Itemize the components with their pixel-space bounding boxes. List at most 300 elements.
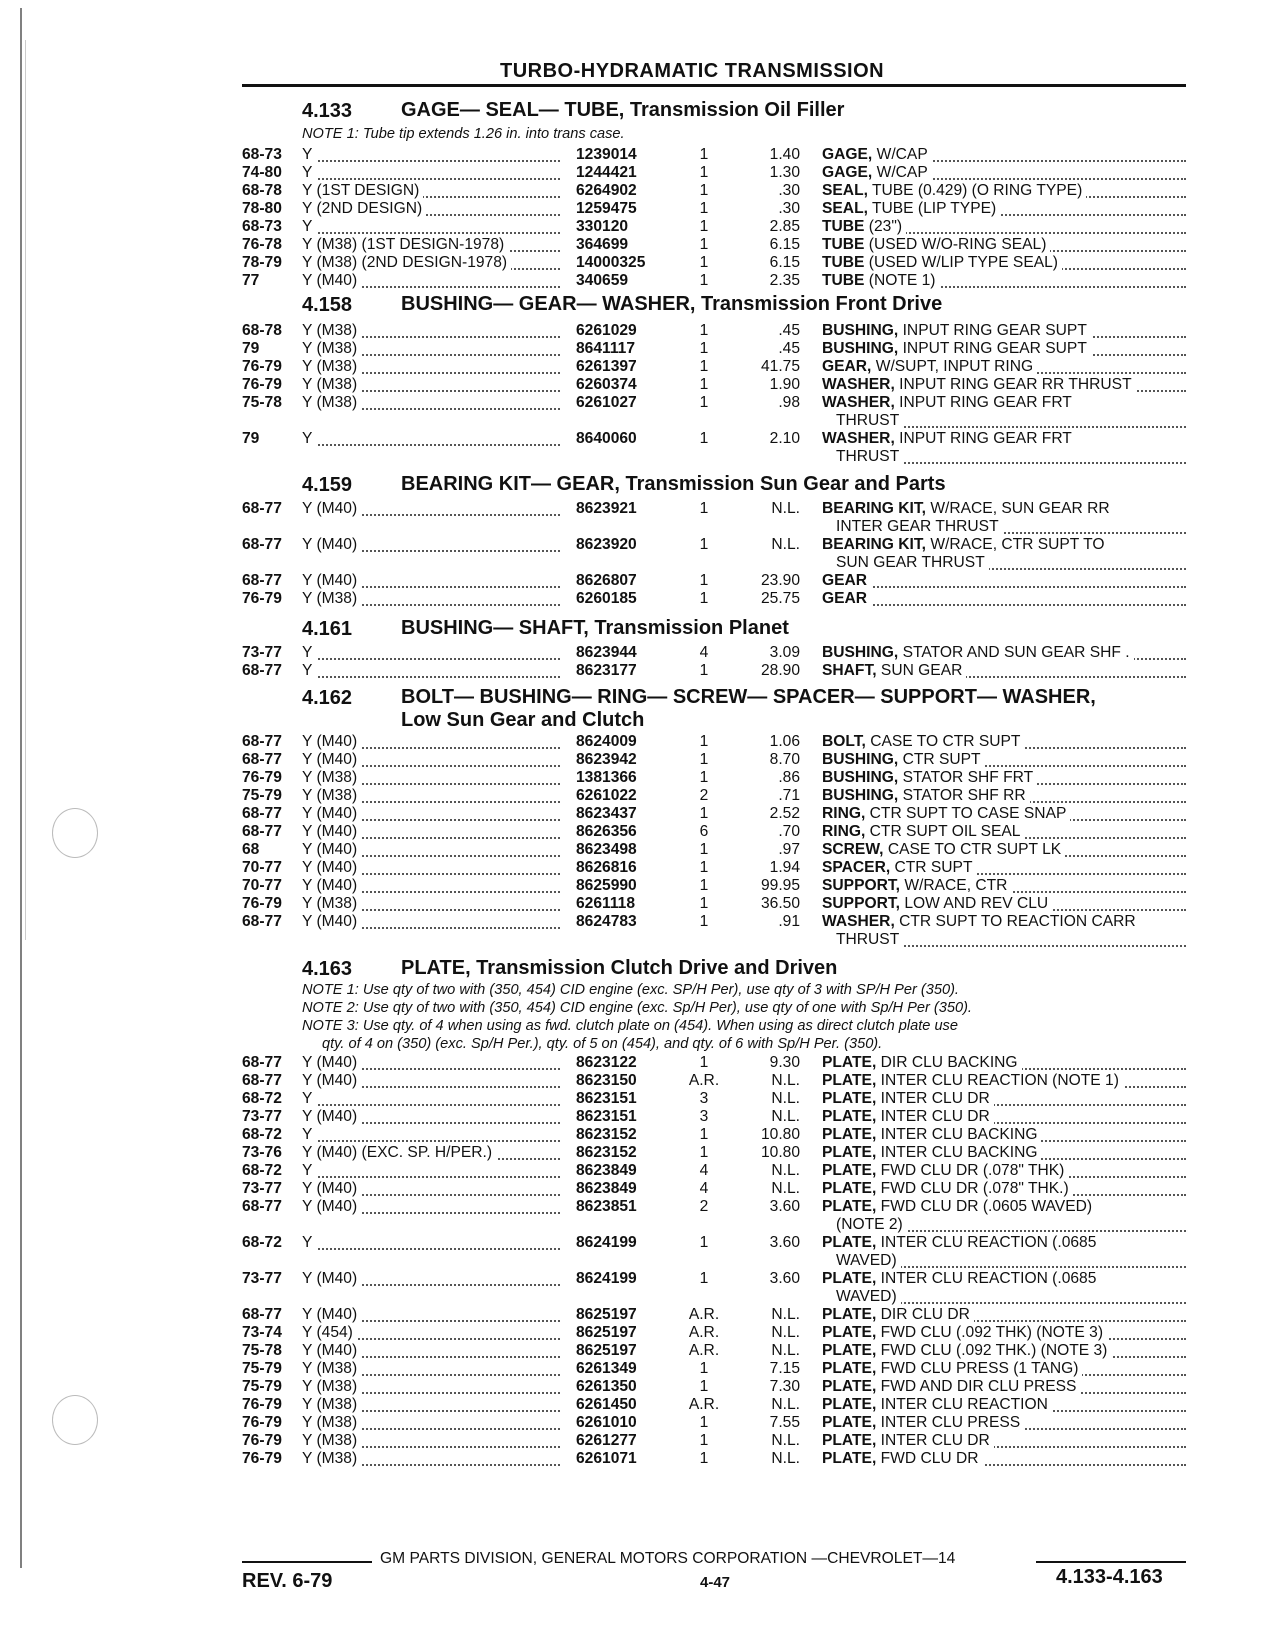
price: .70 [778,823,800,840]
part-description [822,340,1186,358]
price: 23.90 [760,572,800,589]
part-description-continued [836,518,1186,536]
description-text [822,146,932,163]
quantity: 1 [699,733,709,750]
model-years: 76-78 [242,236,282,253]
model-code-text: Y (M40) [302,1342,361,1359]
section-number: 4.161 [302,618,353,640]
part-description [822,272,1186,290]
price: 3.60 [769,1234,800,1251]
quantity: 1 [699,769,709,786]
part-name: WASHER, [822,913,895,930]
model-years: 68-73 [242,218,282,235]
quantity: 6 [699,823,709,840]
price: N.L. [771,1162,800,1179]
description-text [822,322,1091,339]
price: N.L. [771,536,800,553]
model-years: 78-79 [242,254,282,271]
part-name: GEAR [822,590,868,607]
description-text [822,1126,1041,1143]
part-name: GAGE, [822,146,873,163]
part-description [822,164,1186,182]
footer-section-range: 4.133-4.163 [1056,1566,1163,1588]
footer-rule-left [242,1561,372,1563]
model-code [302,1126,316,1144]
part-number: 8624783 [576,913,637,930]
price: 10.80 [760,1126,800,1143]
part-name: PLATE, [822,1378,877,1395]
part-number: 8623150 [576,1072,637,1089]
part-detail: LOW AND REV CLU [904,895,1049,912]
model-code [302,1072,361,1090]
price: 3.60 [769,1270,800,1287]
model-code [302,430,316,448]
quantity: 1 [699,254,709,271]
part-name: TUBE [822,254,865,271]
model-code-text: Y (M40) [302,877,361,894]
part-name: BUSHING, [822,322,899,339]
description-text [822,1432,994,1449]
model-years: 68-77 [242,1198,282,1215]
part-name: SHAFT, [822,662,877,679]
model-code [302,590,361,608]
quantity: A.R. [688,1342,720,1359]
part-number: 6261450 [576,1396,637,1413]
model-years: 78-80 [242,200,282,217]
part-description [822,1054,1186,1072]
price: 7.30 [769,1378,800,1395]
model-code-text: Y (M40) [302,859,361,876]
price: .71 [778,787,800,804]
part-number: 8626807 [576,572,637,589]
model-code [302,146,316,164]
part-detail: CTR SUPT OIL SEAL [869,823,1021,840]
model-years: 68-72 [242,1126,282,1143]
part-name: SEAL, [822,200,868,217]
price: 3.60 [769,1198,800,1215]
description-text [822,358,1037,375]
model-code [302,769,361,787]
part-number: 8623152 [576,1144,637,1161]
model-code [302,572,361,590]
part-detail: TUBE (LIP TYPE) [871,200,997,217]
model-years: 68-77 [242,1054,282,1071]
model-code-text: Y (1ST DESIGN) [302,182,423,199]
model-code-text: Y (454) [302,1324,357,1341]
quantity: 1 [699,182,709,199]
description-text [822,1162,1068,1179]
quantity: A.R. [688,1324,720,1341]
model-years: 68-77 [242,1072,282,1089]
part-number: 1381366 [576,769,637,786]
part-name: BUSHING, [822,644,899,661]
model-code [302,1432,361,1450]
price: 3.09 [769,644,800,661]
page-edge-line [20,8,22,1568]
description-text [822,340,1091,357]
part-description [822,1180,1186,1198]
part-detail: INPUT RING GEAR RR THRUST [899,376,1132,393]
model-years: 76-79 [242,376,282,393]
model-code [302,164,316,182]
model-code [302,322,361,340]
description-text [822,500,1114,517]
description-text [822,805,1070,822]
description-text [822,1144,1041,1161]
model-code [302,787,361,805]
model-code [302,895,361,913]
price: 2.35 [769,272,800,289]
price: N.L. [771,1306,800,1323]
part-number: 6261397 [576,358,637,375]
model-years: 68-77 [242,536,282,553]
description-text [822,272,940,289]
section-title: GAGE— SEAL— TUBE, Transmission Oil Filler [401,99,845,121]
model-code [302,823,361,841]
part-description [822,1450,1186,1468]
model-years: 77 [242,272,260,289]
description-text [822,394,1076,411]
model-years: 76-79 [242,895,282,912]
model-years: 76-79 [242,1396,282,1413]
part-name: PLATE, [822,1144,877,1161]
model-years: 68-73 [242,146,282,163]
part-name: BUSHING, [822,787,899,804]
model-years: 74-80 [242,164,282,181]
model-code [302,358,361,376]
description-text [822,1450,983,1467]
part-number: 8626356 [576,823,637,840]
part-description [822,1108,1186,1126]
part-name: PLATE, [822,1360,877,1377]
dot-leader [302,676,560,678]
part-detail: CTR SUPT TO CASE SNAP [869,805,1067,822]
part-number: 6260185 [576,590,637,607]
part-description [822,200,1186,218]
part-description [822,1090,1186,1108]
part-name: PLATE, [822,1450,877,1467]
part-number: 1244421 [576,164,637,181]
part-description [822,322,1186,340]
price: .97 [778,841,800,858]
part-name: BUSHING, [822,769,899,786]
description-continued-text: INTER GEAR THRUST [836,518,1003,535]
part-name: PLATE, [822,1180,877,1197]
price: 2.52 [769,805,800,822]
quantity: 1 [699,662,709,679]
part-name: TUBE [822,218,865,235]
quantity: 1 [699,572,709,589]
part-name: SPACER, [822,859,891,876]
description-text [822,1198,1096,1215]
part-number: 8640060 [576,430,637,447]
section-title: BOLT— BUSHING— RING— SCREW— SPACER— SUPPORT— WASHER, [401,686,1096,708]
model-code-text: Y (M40) (EXC. SP. H/PER.) [302,1144,496,1161]
model-code-text: Y (M38) [302,1378,361,1395]
part-description [822,1414,1186,1432]
price: .30 [778,200,800,217]
part-description [822,1342,1186,1360]
section-number: 4.163 [302,958,353,980]
part-name: SUPPORT, [822,877,900,894]
quantity: 1 [699,236,709,253]
part-name: SCREW, [822,841,884,858]
model-years: 76-79 [242,1432,282,1449]
model-code-text: Y (M38) [302,895,361,912]
model-code-text: Y (M38) [302,1450,361,1467]
quantity: 1 [699,146,709,163]
part-detail: W/RACE, SUN GEAR RR [930,500,1110,517]
quantity: 1 [699,394,709,411]
part-detail: DIR CLU BACKING [880,1054,1018,1071]
part-detail: FWD CLU DR [880,1450,979,1467]
section-subtitle: Low Sun Gear and Clutch [401,709,645,731]
description-text [822,1360,1082,1377]
part-detail: TUBE (0.429) (O RING TYPE) [871,182,1083,199]
description-text [822,1306,974,1323]
quantity: 1 [699,1414,709,1431]
model-code-text: Y (M38) (1ST DESIGN-1978) [302,236,508,253]
price: 1.94 [769,859,800,876]
part-number: 364699 [576,236,629,253]
model-years: 68-77 [242,572,282,589]
part-detail: SUN GEAR [880,662,963,679]
part-number: 8624009 [576,733,637,750]
model-years: 75-78 [242,394,282,411]
part-name: PLATE, [822,1108,877,1125]
part-description [822,662,1186,680]
part-detail: STATOR SHF FRT [902,769,1034,786]
price: .30 [778,182,800,199]
section-note: NOTE 1: Tube tip extends 1.26 in. into trans case. [302,126,625,142]
part-name: PLATE, [822,1396,877,1413]
part-number: 8623177 [576,662,637,679]
model-code [302,200,426,218]
model-code [302,751,361,769]
price: N.L. [771,1342,800,1359]
part-description [822,751,1186,769]
description-continued-text: THRUST [836,931,903,948]
model-code [302,644,316,662]
description-text [822,200,1000,217]
part-name: PLATE, [822,1342,877,1359]
part-detail: W/RACE, CTR [904,877,1008,894]
model-years: 73-77 [242,1108,282,1125]
description-text [822,1180,1073,1197]
part-description [822,536,1186,554]
price: 8.70 [769,751,800,768]
model-years: 68-72 [242,1162,282,1179]
description-text [822,1378,1080,1395]
description-continued-text: WAVED) [836,1288,901,1305]
part-detail: INTER CLU REACTION [880,1396,1048,1413]
price: 41.75 [760,358,800,375]
quantity: 3 [699,1090,709,1107]
part-name: PLATE, [822,1324,877,1341]
part-name: RING, [822,805,866,822]
description-text [822,536,1108,553]
model-years: 68-78 [242,322,282,339]
description-text [822,1108,994,1125]
model-code [302,805,361,823]
part-detail: FWD CLU DR (.078" THK.) [880,1180,1069,1197]
quantity: 1 [699,751,709,768]
part-detail: W/SUPT, INPUT RING [875,358,1034,375]
price: 1.30 [769,164,800,181]
description-continued-text: (NOTE 2) [836,1216,907,1233]
model-years: 73-76 [242,1144,282,1161]
description-text [822,1342,1111,1359]
part-description [822,500,1186,518]
model-code [302,1144,496,1162]
model-code [302,272,361,290]
dot-leader [302,1176,560,1178]
punch-hole [52,1395,98,1445]
part-detail: INPUT RING GEAR SUPT [902,322,1087,339]
model-years: 68-77 [242,913,282,930]
description-text [822,895,1052,912]
model-years: 76-79 [242,769,282,786]
part-name: PLATE, [822,1198,877,1215]
model-years: 73-77 [242,1180,282,1197]
model-code [302,841,361,859]
quantity: 1 [699,590,709,607]
part-number: 8623437 [576,805,637,822]
part-description [822,1396,1186,1414]
model-code-text: Y (M40) [302,1072,361,1089]
part-name: BUSHING, [822,751,899,768]
model-code-text: Y [302,146,316,163]
quantity: 1 [699,895,709,912]
price: .91 [778,913,800,930]
model-code-text: Y (M40) [302,500,361,517]
description-continued-text: SUN GEAR THRUST [836,554,989,571]
part-description [822,1270,1186,1288]
part-detail: CASE TO CTR SUPT [870,733,1021,750]
model-code [302,1324,357,1342]
part-description [822,644,1186,662]
model-code-text: Y [302,644,316,661]
model-code-text: Y (M40) [302,1198,361,1215]
model-code-text: Y (M40) [302,1270,361,1287]
part-name: GEAR [822,572,868,589]
quantity: 4 [699,1180,709,1197]
page-edge-line-inner [25,40,26,940]
model-code-text: Y (M40) [302,536,361,553]
price: 2.85 [769,218,800,235]
price: 1.40 [769,146,800,163]
part-detail: DIR CLU DR [880,1306,970,1323]
model-years: 76-79 [242,590,282,607]
quantity: 1 [699,1432,709,1449]
part-name: TUBE [822,272,865,289]
model-code-text: Y (M40) [302,272,361,289]
model-code [302,1396,361,1414]
description-text [822,1054,1022,1071]
model-code-text: Y (M40) [302,1054,361,1071]
part-name: RING, [822,823,866,840]
quantity: A.R. [688,1396,720,1413]
part-name: PLATE, [822,1414,877,1431]
part-detail: W/RACE, CTR SUPT TO [930,536,1105,553]
quantity: 4 [699,644,709,661]
part-detail: W/CAP [876,164,928,181]
model-code [302,1306,361,1324]
part-name: PLATE, [822,1090,877,1107]
part-name: PLATE, [822,1162,877,1179]
section-number: 4.133 [302,100,353,122]
part-number: 8623944 [576,644,637,661]
description-text [822,254,1062,271]
part-description [822,841,1186,859]
part-description [822,1324,1186,1342]
model-years: 68-77 [242,500,282,517]
model-code-text: Y (M40) [302,823,361,840]
part-name: PLATE, [822,1126,877,1143]
description-text [822,236,1050,253]
page-header-title: TURBO-HYDRAMATIC TRANSMISSION [500,60,885,82]
part-number: 8623942 [576,751,637,768]
model-code [302,236,508,254]
part-number: 8626816 [576,859,637,876]
quantity: 1 [699,430,709,447]
part-detail: INTER CLU REACTION (.0685 [880,1270,1097,1287]
price: .45 [778,340,800,357]
quantity: 1 [699,1360,709,1377]
part-number: 8625197 [576,1324,637,1341]
description-text [822,1234,1100,1251]
part-number: 8623151 [576,1108,637,1125]
description-text [822,590,871,607]
model-code [302,662,316,680]
part-detail: FWD CLU DR (.078" THK) [880,1162,1065,1179]
description-text [822,877,1011,894]
part-detail: STATOR AND SUN GEAR SHF . [902,644,1130,661]
model-years: 76-79 [242,1414,282,1431]
quantity: 1 [699,376,709,393]
part-detail: INPUT RING GEAR FRT [899,394,1072,411]
price: 9.30 [769,1054,800,1071]
section-number: 4.162 [302,687,353,709]
part-description [822,430,1186,448]
part-description [822,376,1186,394]
price: N.L. [771,1090,800,1107]
description-text [822,1270,1100,1287]
model-years: 68-72 [242,1234,282,1251]
part-description [822,218,1186,236]
price: .98 [778,394,800,411]
price: 1.90 [769,376,800,393]
part-number: 6261350 [576,1378,637,1395]
part-number: 1239014 [576,146,637,163]
quantity: 3 [699,1108,709,1125]
section-number: 4.158 [302,294,353,316]
part-description [822,236,1186,254]
part-number: 6261277 [576,1432,637,1449]
model-years: 75-79 [242,1378,282,1395]
model-code-text: Y (M40) [302,1306,361,1323]
model-code-text: Y (M38) [302,376,361,393]
quantity: 2 [699,787,709,804]
description-continued-text: THRUST [836,448,903,465]
description-text [822,182,1086,199]
model-years: 68-77 [242,1306,282,1323]
model-years: 73-77 [242,1270,282,1287]
part-description [822,1198,1186,1216]
price: 1.06 [769,733,800,750]
part-name: BEARING KIT, [822,536,926,553]
quantity: 1 [699,1234,709,1251]
